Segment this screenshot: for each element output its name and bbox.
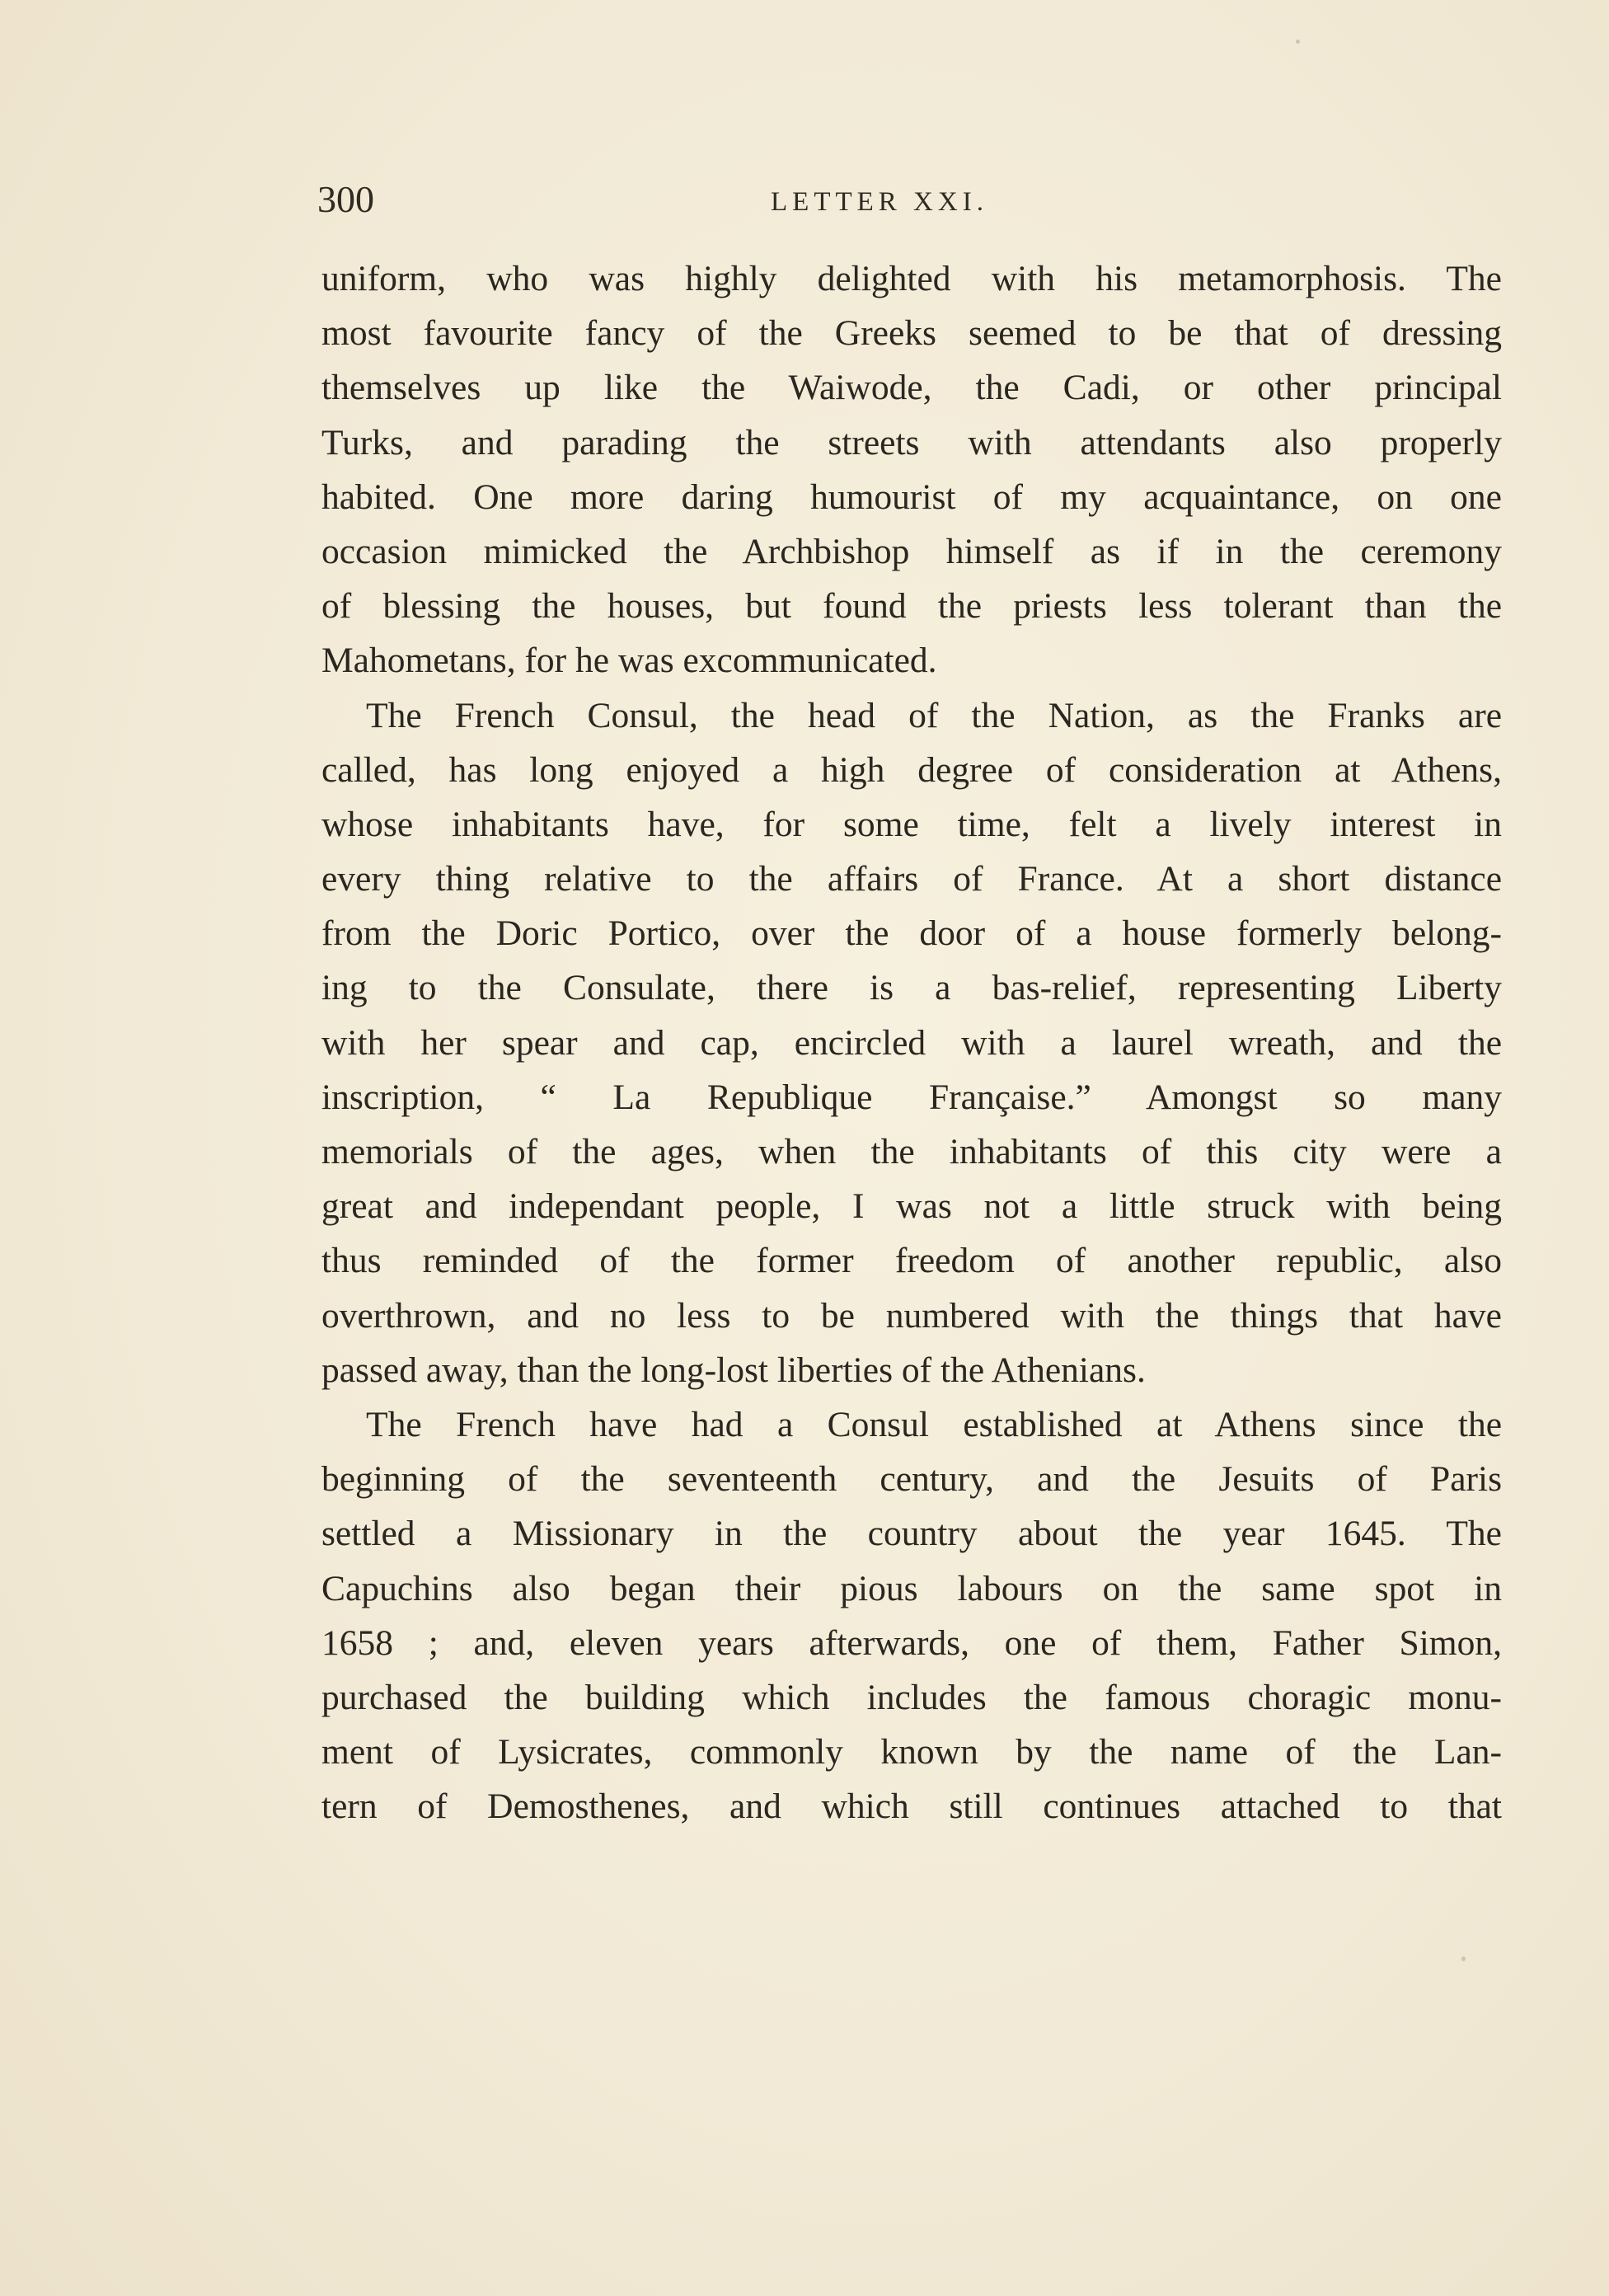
- text-line: settled a Missionary in the country about the year 1645. The: [321, 1514, 1502, 1554]
- text-line: memorials of the ages, when the inhabitants of this city were a: [321, 1132, 1502, 1171]
- text-line: tern of Demosthenes, and which still continues attached to that: [321, 1787, 1502, 1827]
- text-line: ment of Lysicrates, commonly known by the name of the Lan-: [321, 1732, 1502, 1772]
- text-line: uniform, who was highly delighted with his metamorphosis. The: [321, 259, 1502, 298]
- text-line: whose inhabitants have, for some time, felt a lively interest in: [321, 804, 1502, 844]
- text-line: The French Consul, the head of the Nation, as the Franks are: [366, 695, 1502, 735]
- text-line: beginning of the seventeenth century, and the Jesuits of Paris: [321, 1459, 1502, 1500]
- text-line: most favourite fancy of the Greeks seemed to be that of dressing: [321, 313, 1502, 354]
- text-line: themselves up like the Waiwode, the Cadi, or other principal: [321, 368, 1502, 408]
- text-line: with her spear and cap, encircled with a laurel wreath, and the: [321, 1022, 1502, 1063]
- running-head: LETTER XXI.: [771, 187, 988, 217]
- text-line: great and independant people, I was not a little struck with being: [321, 1186, 1502, 1227]
- text-line: overthrown, and no less to be numbered with the things that have: [321, 1295, 1502, 1336]
- text-line: ing to the Consulate, there is a bas-relief, representing Liberty: [321, 968, 1502, 1008]
- text-line: Mahometans, for he was excommunicated.: [321, 641, 937, 681]
- text-line: The French have had a Consul established at Athens since the: [366, 1404, 1502, 1444]
- text-line: of blessing the houses, but found the priests less tolerant than the: [321, 586, 1502, 627]
- text-line: Turks, and parading the streets with attendants also properly: [321, 422, 1502, 462]
- text-line: 1658 ; and, eleven years afterwards, one of them, Father Simon,: [321, 1622, 1502, 1663]
- page-number: 300: [317, 178, 374, 220]
- text-line: purchased the building which includes the famous choragic monu-: [321, 1677, 1502, 1717]
- paper-fleck: [1296, 40, 1300, 44]
- page-header: [317, 175, 1511, 232]
- text-line: called, has long enjoyed a high degree of consideration at Athens,: [321, 749, 1502, 790]
- text-line: from the Doric Portico, over the door of a house formerly belong-: [321, 913, 1502, 954]
- paper-fleck: [1461, 1956, 1466, 1961]
- text-line: habited. One more daring humourist of my acquaintance, on one: [321, 477, 1502, 517]
- text-line: thus reminded of the former freedom of another republic, also: [321, 1241, 1502, 1281]
- text-line: inscription, “ La Republique Française.” Amongst so many: [321, 1077, 1502, 1117]
- text-line: Capuchins also began their pious labours on the same spot in: [321, 1568, 1502, 1608]
- text-line: occasion mimicked the Archbishop himself as if in the ceremony: [321, 531, 1502, 571]
- text-line: passed away, than the long-lost liberties of the Athenians.: [321, 1350, 1146, 1390]
- text-line: every thing relative to the affairs of France. At a short distance: [321, 859, 1502, 899]
- body-text: [321, 251, 1502, 1834]
